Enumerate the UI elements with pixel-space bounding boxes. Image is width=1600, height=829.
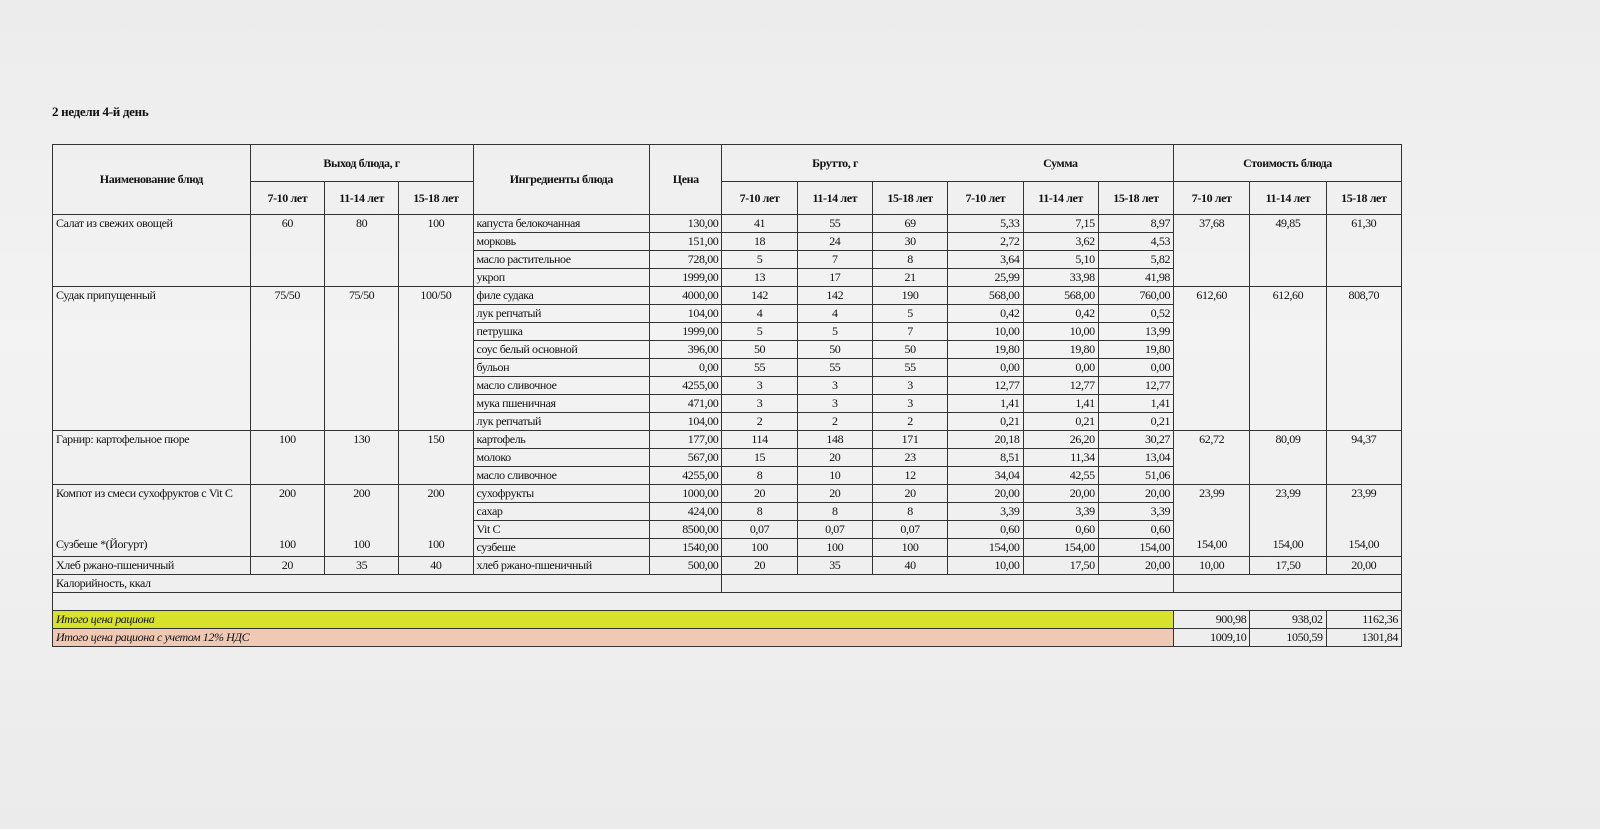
ingredient-price: 177,00 [650,431,722,449]
ingredient-price: 104,00 [650,413,722,431]
dish-cost-suzbeshe: 154,00 [1348,537,1380,551]
gross-value: 171 [872,431,947,449]
header-age: 15-18 лет [1326,182,1401,215]
gross-value: 3 [722,395,797,413]
gross-value: 13 [722,269,797,287]
sum-value: 11,34 [1023,449,1098,467]
ingredient-price: 0,00 [650,359,722,377]
gross-value: 5 [797,323,872,341]
sum-value: 10,00 [948,323,1023,341]
dish-cost-compote: 23,99 [1351,486,1377,500]
gross-value: 55 [872,359,947,377]
dish-output: 80 [324,215,398,287]
sum-value: 568,00 [1023,287,1098,305]
ingredient-name: хлеб ржано-пшеничный [473,557,650,575]
sum-value: 568,00 [948,287,1023,305]
dish-cost-suzbeshe: 154,00 [1272,537,1304,551]
sum-value: 4,53 [1098,233,1173,251]
sum-value: 3,39 [1098,503,1173,521]
header-gross: Брутто, г [722,145,948,182]
sum-value: 0,60 [948,521,1023,539]
ingredient-price: 1999,00 [650,323,722,341]
sum-value: 26,20 [1023,431,1098,449]
ingredient-price: 104,00 [650,305,722,323]
gross-value: 20 [722,557,797,575]
header-age: 11-14 лет [1023,182,1098,215]
table-row [53,431,1402,449]
gross-value: 2 [797,413,872,431]
ingredient-name: петрушка [473,323,650,341]
sum-value: 0,21 [1098,413,1173,431]
table-row [53,287,1402,305]
gross-value: 114 [722,431,797,449]
total-row-vat [53,629,1402,647]
dish-output: 35 [324,557,398,575]
kcal-row [53,575,1402,593]
sum-value: 20,00 [1023,485,1098,503]
dish-output-suzbeshe: 100 [427,537,445,551]
dish-cost: 808,70 [1326,287,1401,431]
sum-value: 154,00 [948,539,1023,557]
gross-value: 5 [872,305,947,323]
gross-value: 40 [872,557,947,575]
menu-table [52,144,1402,647]
header-age: 15-18 лет [1098,182,1173,215]
ingredient-price: 1540,00 [650,539,722,557]
sum-value: 5,33 [948,215,1023,233]
gap-row [53,593,1402,611]
sum-value: 0,00 [948,359,1023,377]
sum-value: 5,10 [1023,251,1098,269]
sum-value: 7,15 [1023,215,1098,233]
total-label: Итого цена рациона [53,611,1174,629]
ingredient-price: 8500,00 [650,521,722,539]
dish-cost: 49,85 [1250,215,1326,287]
table-row [53,485,1402,503]
dish-name [53,485,251,557]
gross-value: 4 [797,305,872,323]
dish-output [250,485,324,557]
gross-value: 0,07 [797,521,872,539]
header-age: 11-14 лет [797,182,872,215]
sum-value: 12,77 [1023,377,1098,395]
gross-value: 35 [797,557,872,575]
header-output: Выход блюда, г [250,145,473,182]
ingredient-name: сузбеше [473,539,650,557]
sum-value: 20,00 [1098,557,1173,575]
sum-value: 2,72 [948,233,1023,251]
sum-value: 25,99 [948,269,1023,287]
gross-value: 55 [797,215,872,233]
gross-value: 21 [872,269,947,287]
dish-output-compote: 200 [278,486,296,500]
gross-value: 190 [872,287,947,305]
gross-value: 41 [722,215,797,233]
header-dish-cost: Стоимость блюда [1174,145,1402,182]
sum-value: 0,60 [1098,521,1173,539]
gross-value: 8 [797,503,872,521]
total-row [53,611,1402,629]
sum-value: 3,62 [1023,233,1098,251]
gross-value: 3 [797,395,872,413]
total-value: 1301,84 [1326,629,1401,647]
sum-value: 10,00 [1023,323,1098,341]
dish-name: Салат из свежих овощей [53,215,251,287]
sum-value: 42,55 [1023,467,1098,485]
table-row [53,215,1402,233]
dish-name: Судак припущенный [53,287,251,431]
gross-value: 148 [797,431,872,449]
ingredient-price: 4255,00 [650,377,722,395]
sum-value: 1,41 [948,395,1023,413]
ingredient-name: мука пшеничная [473,395,650,413]
ingredient-name: сухофрукты [473,485,650,503]
gross-value: 100 [797,539,872,557]
sum-value: 19,80 [1098,341,1173,359]
header-age: 7-10 лет [948,182,1023,215]
sum-value: 0,21 [1023,413,1098,431]
gross-value: 30 [872,233,947,251]
header-ingredients: Ингредиенты блюда [473,145,650,215]
gross-value: 100 [722,539,797,557]
header-age: 15-18 лет [872,182,947,215]
ingredient-name: сахар [473,503,650,521]
gross-value: 3 [872,377,947,395]
menu-body [53,215,1402,647]
gross-value: 50 [872,341,947,359]
gross-value: 7 [872,323,947,341]
dish-output [324,485,398,557]
gross-value: 2 [722,413,797,431]
dish-name: Хлеб ржано-пшеничный [53,557,251,575]
ingredient-price: 471,00 [650,395,722,413]
gross-value: 69 [872,215,947,233]
gross-value: 15 [722,449,797,467]
ingredient-price: 396,00 [650,341,722,359]
ingredient-name: бульон [473,359,650,377]
sum-value: 1,41 [1098,395,1173,413]
sum-value: 20,00 [1098,485,1173,503]
dish-cost: 10,00 [1174,557,1250,575]
kcal-label: Калорийность, ккал [53,575,474,593]
sum-value: 0,42 [1023,305,1098,323]
gross-value: 50 [722,341,797,359]
sum-value: 3,39 [948,503,1023,521]
dish-output-compote: 200 [353,486,371,500]
dish-cost [1326,485,1401,557]
gross-value: 55 [797,359,872,377]
gross-value: 3 [797,377,872,395]
dish-output [399,485,473,557]
gross-value: 3 [872,395,947,413]
sum-value: 30,27 [1098,431,1173,449]
gross-value: 3 [722,377,797,395]
total-value: 1009,10 [1174,629,1250,647]
gross-value: 0,07 [722,521,797,539]
dish-output: 130 [324,431,398,485]
ingredient-name: укроп [473,269,650,287]
sum-value: 154,00 [1098,539,1173,557]
gross-value: 20 [722,485,797,503]
dish-name: Гарнир: картофельное пюре [53,431,251,485]
sum-value: 33,98 [1023,269,1098,287]
gross-value: 8 [722,503,797,521]
gross-value: 2 [872,413,947,431]
gross-value: 100 [872,539,947,557]
ingredient-name: Vit C [473,521,650,539]
total-value: 900,98 [1174,611,1250,629]
sum-value: 13,04 [1098,449,1173,467]
kcal-empty [1174,575,1402,593]
ingredient-name: молоко [473,449,650,467]
sum-value: 0,00 [1098,359,1173,377]
gross-value: 10 [797,467,872,485]
dish-output: 75/50 [250,287,324,431]
dish-cost-compote: 23,99 [1275,486,1301,500]
dish-output: 75/50 [324,287,398,431]
gross-value: 20 [797,449,872,467]
gross-value: 20 [797,485,872,503]
sum-value: 0,42 [948,305,1023,323]
header-age: 7-10 лет [1174,182,1250,215]
gross-value: 12 [872,467,947,485]
kcal-empty [722,575,1174,593]
ingredient-name: лук репчатый [473,305,650,323]
dish-output: 100/50 [399,287,473,431]
gross-value: 0,07 [872,521,947,539]
sum-value: 5,82 [1098,251,1173,269]
sum-value: 1,41 [1023,395,1098,413]
total-label-vat: Итого цена рациона с учетом 12% НДС [53,629,1174,647]
gross-value: 5 [722,323,797,341]
ingredient-name: масло сливочное [473,467,650,485]
dish-output: 150 [399,431,473,485]
header-age: 11-14 лет [1250,182,1326,215]
dish-cost: 17,50 [1250,557,1326,575]
dish-cost: 94,37 [1326,431,1401,485]
sum-value: 12,77 [1098,377,1173,395]
gross-value: 17 [797,269,872,287]
gross-value: 23 [872,449,947,467]
dish-cost: 612,60 [1174,287,1250,431]
sum-value: 3,64 [948,251,1023,269]
gross-value: 20 [872,485,947,503]
gross-value: 142 [797,287,872,305]
sum-value: 17,50 [1023,557,1098,575]
sum-value: 10,00 [948,557,1023,575]
header-age: 7-10 лет [250,182,324,215]
gross-value: 55 [722,359,797,377]
ingredient-price: 4255,00 [650,467,722,485]
ingredient-name: лук репчатый [473,413,650,431]
ingredient-name: капуста белокочанная [473,215,650,233]
ingredient-price: 151,00 [650,233,722,251]
gross-value: 142 [722,287,797,305]
sum-value: 41,98 [1098,269,1173,287]
dish-cost [1250,485,1326,557]
ingredient-name: масло растительное [473,251,650,269]
sum-value: 51,06 [1098,467,1173,485]
dish-cost: 62,72 [1174,431,1250,485]
dish-output: 60 [250,215,324,287]
gross-value: 8 [722,467,797,485]
sum-value: 0,60 [1023,521,1098,539]
dish-cost-compote: 23,99 [1199,486,1225,500]
menu-sheet [52,144,1402,674]
total-value: 1162,36 [1326,611,1401,629]
ingredient-price: 500,00 [650,557,722,575]
kcal-empty [473,575,722,593]
header-price: Цена [650,145,722,215]
ingredient-name: масло сливочное [473,377,650,395]
sum-value: 12,77 [948,377,1023,395]
ingredient-name: филе судака [473,287,650,305]
ingredient-price: 130,00 [650,215,722,233]
sum-value: 154,00 [1023,539,1098,557]
dish-cost: 80,09 [1250,431,1326,485]
sum-value: 0,52 [1098,305,1173,323]
total-value: 1050,59 [1250,629,1326,647]
sum-value: 19,80 [948,341,1023,359]
gross-value: 5 [722,251,797,269]
dish-output: 100 [250,431,324,485]
ingredient-name: картофель [473,431,650,449]
dish-name-suzbeshe: Сузбеше *(Йогурт) [56,537,148,551]
sum-value: 0,00 [1023,359,1098,377]
dish-output: 100 [399,215,473,287]
dish-cost [1174,485,1250,557]
dish-cost-suzbeshe: 154,00 [1196,537,1227,551]
sum-value: 8,97 [1098,215,1173,233]
dish-cost: 61,30 [1326,215,1401,287]
dish-name-compote: Компот из смеси сухофруктов с Vit C [56,486,233,500]
ingredient-price: 728,00 [650,251,722,269]
sum-value: 20,00 [948,485,1023,503]
dish-output-suzbeshe: 100 [353,537,371,551]
gross-value: 4 [722,305,797,323]
gross-value: 24 [797,233,872,251]
header-age: 15-18 лет [399,182,473,215]
gross-value: 7 [797,251,872,269]
gross-value: 18 [722,233,797,251]
dish-cost: 612,60 [1250,287,1326,431]
sum-value: 19,80 [1023,341,1098,359]
sum-value: 34,04 [948,467,1023,485]
ingredient-price: 1000,00 [650,485,722,503]
header-age: 7-10 лет [722,182,797,215]
total-value: 938,02 [1250,611,1326,629]
ingredient-name: морковь [473,233,650,251]
gross-value: 8 [872,503,947,521]
sum-value: 13,99 [1098,323,1173,341]
gross-value: 8 [872,251,947,269]
ingredient-price: 424,00 [650,503,722,521]
gap-cell [53,593,1402,611]
header-age: 11-14 лет [324,182,398,215]
dish-cost: 37,68 [1174,215,1250,287]
ingredient-name: соус белый основной [473,341,650,359]
ingredient-price: 4000,00 [650,287,722,305]
header-sum: Сумма [948,145,1174,182]
sum-value: 0,21 [948,413,1023,431]
ingredient-price: 567,00 [650,449,722,467]
dish-cost: 20,00 [1326,557,1401,575]
header-dish-name: Наименование блюд [53,145,251,215]
dish-output: 40 [399,557,473,575]
page-title: 2 недели 4-й день [52,104,149,119]
dish-output-suzbeshe: 100 [278,537,296,551]
ingredient-price: 1999,00 [650,269,722,287]
dish-output: 20 [250,557,324,575]
sum-value: 8,51 [948,449,1023,467]
sum-value: 3,39 [1023,503,1098,521]
dish-output-compote: 200 [427,486,445,500]
gross-value: 50 [797,341,872,359]
sum-value: 760,00 [1098,287,1173,305]
table-row [53,557,1402,575]
sum-value: 20,18 [948,431,1023,449]
